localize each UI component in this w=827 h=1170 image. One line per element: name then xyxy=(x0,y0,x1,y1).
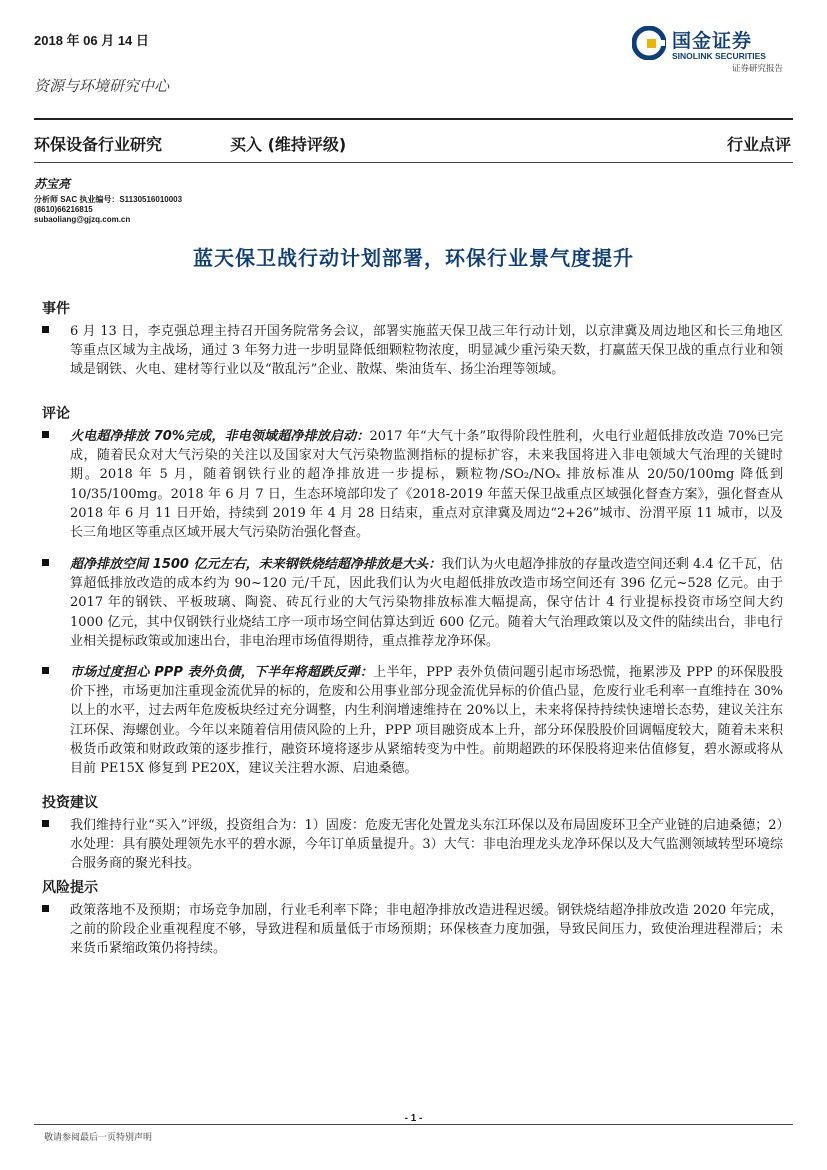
bullet-icon xyxy=(42,905,49,912)
item-lead: 火电超净排放 70%完成，非电领域超净排放启动： xyxy=(70,429,370,444)
bullet-icon xyxy=(42,559,49,566)
analyst-phone: (8610)66216815 xyxy=(34,205,93,214)
bullet-icon xyxy=(42,431,49,438)
item-text: 6 月 13 日，李克强总理主持召开国务院常务会议，部署实施蓝天保卫战三年行动计划，以京津冀及周边地区和长三角地区等重点区域为主战场，通过 3 年努力进一步明显降低细颗粒物浓度，明显减少重污染天数，打赢蓝天保卫战的重点行业和领域是钢铁、火电、建材等行业以及“散乱污”企业、散煤、柴油货车、扬尘治理等领域。 xyxy=(70,324,783,378)
report-type-label: 证券研究报告 xyxy=(731,64,783,74)
list-item xyxy=(42,555,783,651)
item-text xyxy=(70,555,783,651)
section-title-risk: 风险提示 xyxy=(42,880,98,896)
section-title-event: 事件 xyxy=(42,301,70,317)
analyst-cert: 分析师 SAC 执业编号：S1130516010003 xyxy=(34,195,183,204)
item-text: 我们维持行业“买入”评级，投资组合为：1）固废：危废无害化处置龙头东江环保以及布局固废环卫全产业链的启迪桑德；2）水处理：具有膜处理领先水平的碧水源，今年订单质量提升。3）大气：非电治理龙头龙净环保以及大气监测领域转型环境综合服务商的聚光科技。 xyxy=(70,818,783,872)
bullet-icon xyxy=(42,667,49,674)
item-body: 我们认为火电超净排放的存量改造空间还剩 4.4 亿千瓦，估算超低排放改造的成本约为 90~120 元/千瓦，因此我们认为火电超低排放改造市场空间还有 396 亿元~528 亿元。由于 2017 年的钢铁、平板玻璃、陶瓷、砖瓦行业的大气污染物排放标准大幅提高，保守估计 4 行业提标投资市场空间大约 1000 亿元，其中仅钢铁行业烧结工序一项市场空间估算达到近 600 亿元。随着大气治理政策以及文件的陆续出台，非电行业相关提标政策或加速出台，非电治理市场值得期待，重点推荐龙净环保。 xyxy=(70,557,783,649)
list-item xyxy=(42,427,783,542)
report-headline: 蓝天保卫战行动计划部署，环保行业景气度提升 xyxy=(193,246,634,270)
item-text: 政策落地不及预期；市场竞争加剧，行业毛利率下降；非电超净排放改造进程迟缓。钢铁烧结超净排放改造 2020 年完成，之前的阶段企业重视程度不够，导致进程和质量低于市场预期；环保核查力度加强，导致民间压力，致使治理进程滞后；未来货币紧缩政策仍将持续。 xyxy=(70,903,783,957)
list-item xyxy=(42,322,783,380)
logo-chinese-name: 国金证券 xyxy=(672,30,753,52)
list-item xyxy=(42,816,783,874)
item-lead: 市场过度担心 PPP 表外负债，下半年将超跌反弹： xyxy=(70,665,374,680)
list-item xyxy=(42,663,783,778)
section-title-investment: 投资建议 xyxy=(42,795,98,811)
item-lead: 超净排放空间 1500 亿元左右，未来钢铁烧结超净排放是大头： xyxy=(70,557,442,572)
item-body: 2017 年“大气十条”取得阶段性胜利，火电行业超低排放改造 70%已完成，随着民众对大气污染的关注以及国家对大气污染物监测指标的提标扩容，未来我国将进入非电领域大气治理的关键时期。2018 年 5 月，随着钢铁行业的超净排放进一步提标，颗粒物/SO₂/NOₓ 排放标准从 20/50/100mg 降低到 10/35/100mg。2018 年 6 月 7 日，生态环境部印发了《2018-2019 年蓝天保卫战重点区域强化督查方案》，强化督查从 2018 年 6 月 11 日开始，持续到 2019 年 4 月 28 日结束，重点对京津冀及周边“2+26”城市、汾渭平原 11 城市，以及长三角地区等重点区域开展大气污染防治强化督查。 xyxy=(70,429,783,541)
comment-type-label: 行业点评 xyxy=(726,135,791,154)
item-text xyxy=(70,663,783,778)
logo-english-name: SINOLINK SECURITIES xyxy=(672,51,766,61)
research-department: 资源与环境研究中心 xyxy=(34,77,170,95)
bullet-icon xyxy=(42,326,49,333)
bullet-icon xyxy=(42,820,49,827)
analyst-name: 苏宝亮 xyxy=(34,177,71,191)
header-divider xyxy=(34,118,793,120)
rating-label: 买入 (维持评级) xyxy=(230,135,347,154)
list-item xyxy=(42,901,783,959)
title-divider xyxy=(34,162,793,163)
sector-title: 环保设备行业研究 xyxy=(34,135,163,154)
item-text xyxy=(70,427,783,542)
report-date: 2018 年 06 月 14 日 xyxy=(34,33,149,48)
sinolink-logo-icon xyxy=(632,26,666,60)
page-number: - 1 - xyxy=(404,1113,423,1124)
footer-divider xyxy=(34,1124,793,1125)
item-body: 上半年，PPP 表外负债问题引起市场恐慌，拖累涉及 PPP 的环保股股价下挫，市场更加注重现金流优异的标的，危废和公用事业部分现金流优异标的价值凸显，危废行业毛利率一直维持在 30%以上的水平，过去两年危废板块经过充分调整，内生利润增速维持在 20%以上，未来将保持持续快速增长态势，建议关注东江环保、海螺创业。今年以来随着信用债风险的上升，PPP 项目融资成本上升，部分环保股股价回调幅度较大，随着未来积极货币政策和财政政策的逐步推行，融资环境将逐步从紧缩转变为中性。前期超跌的环保股将迎来估值修复，碧水源或将从目前 PE15X 修复到 PE20X，建议关注碧水源、启迪桑德。 xyxy=(70,665,783,777)
section-title-commentary: 评论 xyxy=(42,406,70,422)
title-row xyxy=(34,128,793,156)
footer-disclaimer: 敬请参阅最后一页特别声明 xyxy=(44,1133,153,1143)
analyst-info xyxy=(34,175,334,225)
analyst-email[interactable]: subaoliang@gjzq.com.cn xyxy=(34,215,131,224)
